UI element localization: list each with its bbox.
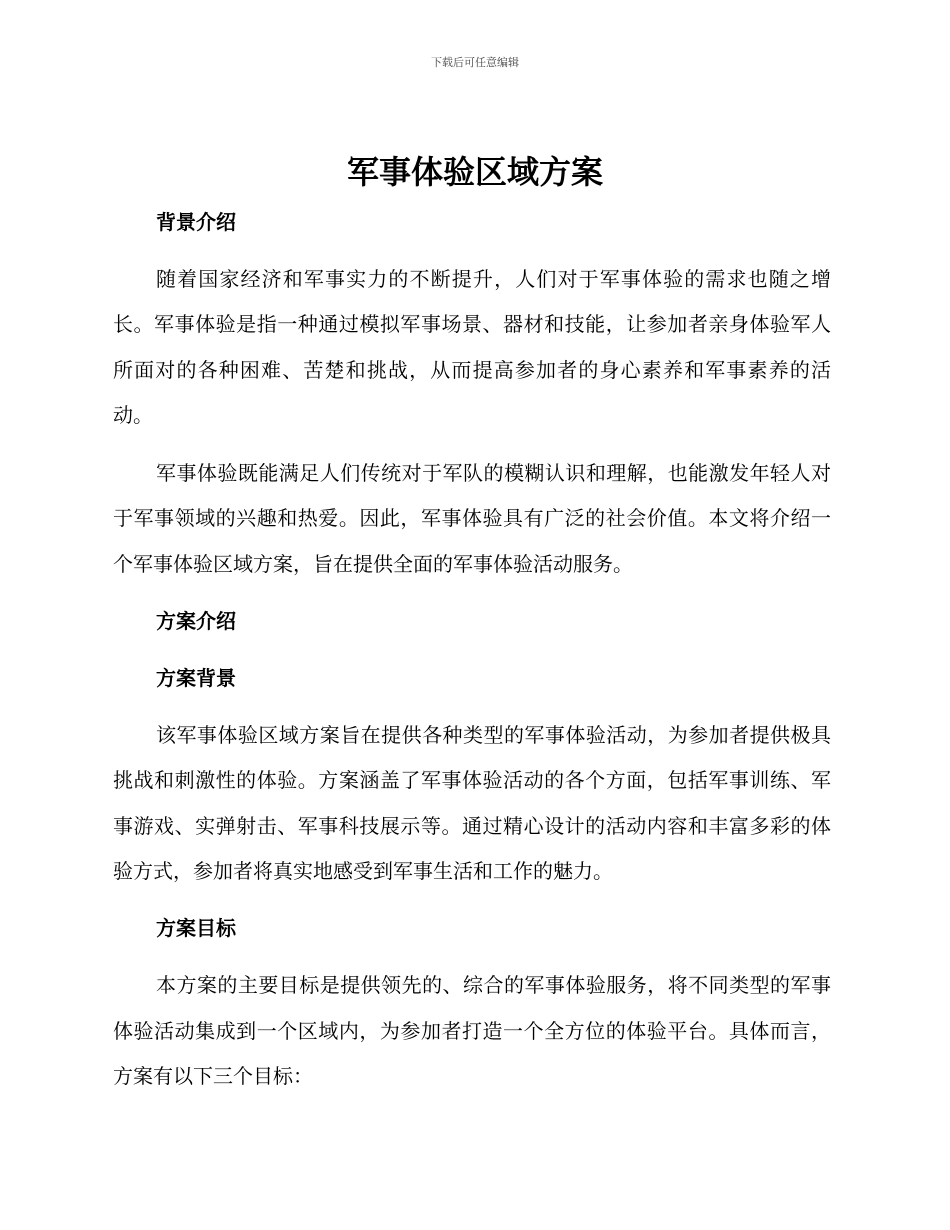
section-heading-plan-intro: 方案介绍 [156, 609, 236, 634]
paragraph-background-2: 军事体验既能满足人们传统对于军队的模糊认识和理解，也能激发年轻人对于军事领域的兴趣和热爱。因此，军事体验具有广泛的社会价值。本文将介绍一个军事体验区域方案，旨在提供全面的军事体验活动服务。 [113, 461, 831, 576]
paragraph-plan-goals: 本方案的主要目标是提供领先的、综合的军事体验服务，将不同类型的军事体验活动集成到一个区域内，为参加者打造一个全方位的体验平台。具体而言，方案有以下三个目标： [113, 973, 831, 1088]
section-heading-plan-background: 方案背景 [156, 666, 236, 691]
paragraph-background-1: 随着国家经济和军事实力的不断提升，人们对于军事体验的需求也随之增长。军事体验是指一种通过模拟军事场景、器材和技能，让参加者亲身体验军人所面对的各种困难、苦楚和挑战，从而提高参加者的身心素养和军事素养的活动。 [113, 267, 831, 427]
paragraph-plan-background: 该军事体验区域方案旨在提供各种类型的军事体验活动，为参加者提供极具挑战和刺激性的体验。方案涵盖了军事体验活动的各个方面，包括军事训练、军事游戏、实弹射击、军事科技展示等。通过精心设计的活动内容和丰富多彩的体验方式，参加者将真实地感受到军事生活和工作的魅力。 [113, 723, 831, 883]
section-heading-plan-goals: 方案目标 [156, 916, 236, 941]
document-body [113, 200, 831, 1099]
header-note: 下载后可任意编辑 [431, 56, 519, 69]
document-title: 军事体验区域方案 [346, 153, 603, 191]
section-heading-background: 背景介绍 [156, 210, 236, 234]
